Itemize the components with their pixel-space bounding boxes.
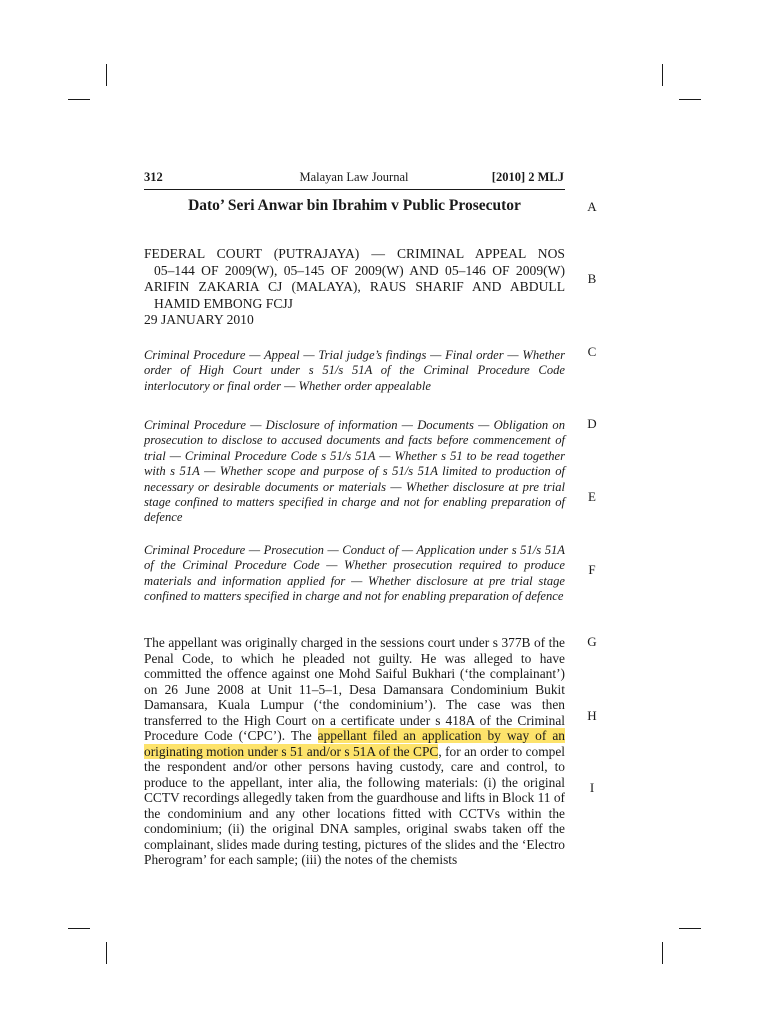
body-text-part: The appellant was originally charged in the sessions court under s 377B of the Penal Code, to which he pleaded not guilty. He was alleged to have committed the offence against one Mohd Saiful Bukhari (‘the complainant’) on 26 June 2008 at Unit 11–5–1, Desa Damansara Condominium Bukit Damansara, Kuala Lumpur (‘the condominium’). The case was then transferred to the High Court on a certificate under s 418A of the Criminal Procedure Code (‘CPC’). The <box>144 635 565 743</box>
court-line: FEDERAL COURT (PUTRAJAYA) — CRIMINAL APPEAL NOS <box>144 246 565 261</box>
margin-letter: A <box>587 199 597 214</box>
header-rule <box>144 189 565 190</box>
crop-mark <box>106 942 107 964</box>
margin-letter: B <box>587 271 597 286</box>
crop-mark <box>106 64 107 86</box>
crop-mark <box>662 64 663 86</box>
citation: [2010] 2 MLJ <box>491 170 564 184</box>
margin-letter: E <box>588 489 596 504</box>
crop-mark <box>68 928 90 929</box>
catchword-paragraph: Criminal Procedure — Prosecution — Conduct of — Application under s 51/s 51A of the Criminal Procedure Code — Whether prosecution required to produce materials and information applied for — Whether disclosure at pre trial stage confined to matters specified in charge and not for enabling preparation of defence <box>144 543 565 604</box>
catchword-paragraph: Criminal Procedure — Disclosure of information — Documents — Obligation on prosecution to disclose to accused documents and facts before commencement of trial — Criminal Procedure Code s 51/s 51A — Whether s 51 to be read together with s 51A — Whether scope and purpose of s 51/s 51A limited to production of necessary or desirable documents or materials — Whether disclosure at pre trial stage confined to matters specified in charge and not for enabling preparation of defence <box>144 418 565 525</box>
court-line: HAMID EMBONG FCJJ <box>154 295 293 311</box>
page-number: 312 <box>144 170 163 184</box>
crop-mark <box>679 928 701 929</box>
margin-letter: C <box>587 344 597 359</box>
journal-name: Malayan Law Journal <box>299 170 409 184</box>
catchword-paragraph: Criminal Procedure — Appeal — Trial judge’s findings — Final order — Whether order of High Court under s 51/s 51A of the Criminal Procedure Code interlocutory or final order — Whether order appealable <box>144 348 565 393</box>
court-line: 05–144 OF 2009(W), 05–145 OF 2009(W) AND 05–146 OF 2009(W) <box>154 262 565 278</box>
running-header <box>144 170 564 188</box>
margin-letter: F <box>588 562 596 577</box>
judgment-date: 29 JANUARY 2010 <box>144 312 254 327</box>
margin-letter: I <box>589 780 595 795</box>
body-text-part: , for an order to compel the respondent and/or other persons having custody, care and control, to produce to the appellant, inter alia, the following materials: (i) the original CCTV recordings allegedly taken from the guardhouse and lifts in Block 11 of the condominium and any other locations fitted with CCTVs within the condominium; (ii) the original DNA samples, original swabs taken off the complainant, slides made during testing, pictures of the slides and the ‘Electro Pherogram’ for each sample; (iii) the notes of the chemists <box>144 743 565 867</box>
court-block <box>144 246 565 329</box>
crop-mark <box>662 942 663 964</box>
margin-letter: H <box>587 708 597 723</box>
margin-letter: G <box>587 634 597 649</box>
case-title: Dato’ Seri Anwar bin Ibrahim v Public Prosecutor <box>188 197 521 214</box>
body-paragraph <box>144 635 565 868</box>
crop-mark <box>679 99 701 100</box>
crop-mark <box>68 99 90 100</box>
highlighted-text[interactable]: appellant filed an application by way of an originating motion under s 51 and/or s 51A of the CPC <box>144 728 565 759</box>
margin-letter: D <box>587 416 597 431</box>
court-line: ARIFIN ZAKARIA CJ (MALAYA), RAUS SHARIF AND ABDULL <box>144 279 565 294</box>
